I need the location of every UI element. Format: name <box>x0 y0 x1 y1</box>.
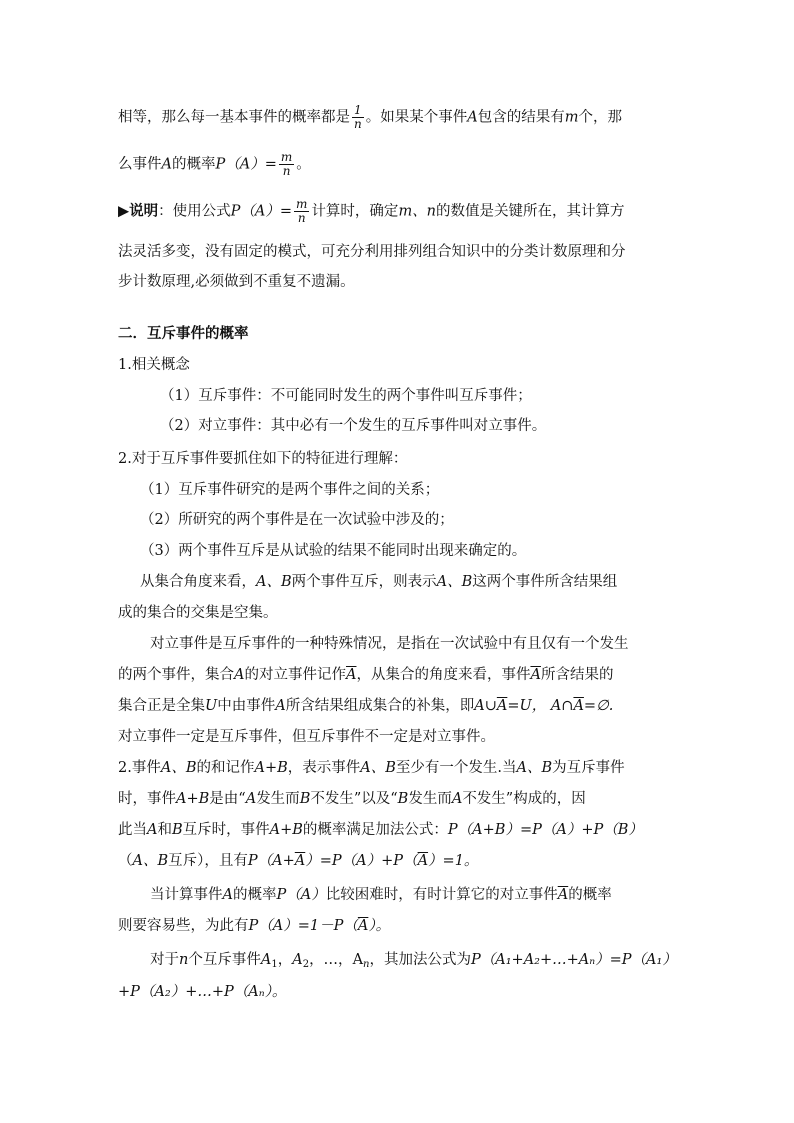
formula-n-addition: +P（A₂）+…+P（Aₙ）。 <box>118 984 287 1000</box>
text: ， <box>277 952 293 968</box>
var-a-b: A、B <box>360 760 396 776</box>
note-line-2: 法灵活多变，没有固定的模式，可充分利用排列组合知识中的分类计数原理和分 <box>118 244 626 260</box>
text: 发生而 <box>256 791 300 807</box>
var-b: B <box>299 791 311 807</box>
text: 所含结果的 <box>540 667 614 683</box>
para-line <box>118 665 613 685</box>
text: 至少有一个发生.当 <box>395 760 517 776</box>
var-a-complement: $\overline{A}$ <box>417 853 429 869</box>
note-line-1 <box>118 198 625 225</box>
formula-union: A∪ <box>474 698 497 714</box>
text: 。如果某个事件 <box>365 109 468 126</box>
text: ，表示事件 <box>287 760 361 776</box>
text: 不发生”以及“ <box>310 791 398 807</box>
para-line <box>150 885 612 905</box>
var-a-complement: $\overline{A}$ <box>557 887 569 903</box>
list-item: （2）所研究的两个事件是在一次试验中涉及的； <box>140 512 454 528</box>
formula-complement-sum: ）=P（A）+P（ <box>305 853 418 869</box>
text: 的概率满足加法公式： <box>302 822 448 838</box>
formula-complement: ）。 <box>368 918 391 934</box>
list-item: （2）对立事件：其中必有一个发生的互斥事件叫对立事件。 <box>160 418 547 434</box>
para-line <box>118 820 643 840</box>
var-a2: A <box>292 952 303 968</box>
fraction-m-over-n <box>279 151 294 178</box>
formula-complement-sum: ）=1。 <box>428 853 479 869</box>
text: 两个事件互斥，则表示 <box>291 574 437 590</box>
text: （ <box>118 853 133 869</box>
text: ：使用公式 <box>158 203 231 220</box>
var-a-complement: $\overline{A}$ <box>573 698 584 714</box>
text: ，从集合的角度来看，事件 <box>356 667 531 683</box>
text: 当计算事件 <box>150 887 223 903</box>
formula-addition: P（A+B）=P（A）+P（B） <box>447 822 643 838</box>
text: 包含的结果有 <box>477 109 565 126</box>
formula-n-addition: P（A₁+A₂+…+Aₙ）=P（A₁） <box>471 952 677 968</box>
text: 比较困难时，有时计算它的对立事件 <box>325 887 558 903</box>
note-label: ▶说明 <box>118 202 159 220</box>
fraction-m-over-n <box>294 198 309 225</box>
list-title-2: 2.对于互斥事件要抓住如下的特征进行理解： <box>118 451 408 467</box>
para-line: 成的集合的交集是空集。 <box>118 605 278 621</box>
formula-p-a: P（A）= <box>215 156 277 173</box>
fraction-1-over-n <box>352 104 364 131</box>
formula-complement: P（A）=1－P（ <box>248 918 358 934</box>
para-line <box>118 982 286 1002</box>
text: 时，事件 <box>118 791 176 807</box>
fraction-numerator: 1 <box>354 103 362 117</box>
fraction-numerator: m <box>296 197 308 211</box>
fraction-denominator: n <box>297 211 306 225</box>
text: 不发生”构成的，因 <box>462 791 586 807</box>
text: 的和记作 <box>196 760 255 776</box>
text: 个互斥事件 <box>188 952 261 968</box>
para-line <box>118 851 478 871</box>
var-a-plus-b: A+B <box>254 760 288 776</box>
fraction-denominator: n <box>354 117 362 131</box>
var-a-b: A、B <box>160 760 197 776</box>
var-a: A <box>234 667 245 683</box>
para-line <box>140 572 617 592</box>
var-a-b: A、B <box>132 853 169 869</box>
list-item: （1）互斥事件研究的是两个事件之间的关系； <box>140 482 440 498</box>
var-a1: A <box>260 952 272 968</box>
var-a-complement: $\overline{A}$ <box>530 667 541 683</box>
var-a: A <box>161 156 172 173</box>
section-heading: 二．互斥事件的概率 <box>118 325 249 342</box>
formula-complement-sum: P（A+ <box>247 853 295 869</box>
para-line <box>118 916 390 936</box>
text: 和 <box>157 822 172 838</box>
text: 此当 <box>118 822 147 838</box>
para-line-1 <box>118 104 622 131</box>
text: 互斥时，事件 <box>182 822 270 838</box>
var-a-complement: $\overline{A}$ <box>294 853 306 869</box>
list-item: （1）互斥事件：不可能同时发生的两个事件叫互斥事件； <box>160 388 532 404</box>
var-an: A <box>352 952 364 968</box>
subscript: 2 <box>302 959 310 970</box>
formula-p-a: P（A）= <box>230 203 293 220</box>
para-line: 对立事件是互斥事件的一种特殊情况，是指在一次试验中有且仅有一个发生 <box>150 636 629 652</box>
subscript: n <box>363 959 370 970</box>
text: 的数值是关键所在，其计算方 <box>436 203 625 220</box>
text: 的概率 <box>568 887 612 903</box>
var-b: B <box>171 822 183 838</box>
subscript: 1 <box>271 959 278 970</box>
text: 的两个事件，集合 <box>118 667 234 683</box>
formula-union: =U， <box>507 698 547 714</box>
var-n: n <box>179 952 189 968</box>
var-a-complement: $\overline{A}$ <box>357 918 369 934</box>
var-m-n: m、n <box>398 203 437 220</box>
text: 的概率 <box>232 887 277 903</box>
para-line <box>118 758 625 778</box>
var-b: B <box>397 791 409 807</box>
var-a: A <box>147 822 158 838</box>
text: 则要容易些，为此有 <box>118 918 249 934</box>
text: 相等，那么每一基本事件的概率都是 <box>118 109 350 126</box>
var-a-complement: $\overline{A}$ <box>345 667 357 683</box>
var-a-plus-b: A+B <box>269 822 303 838</box>
text: 2.事件 <box>118 760 161 776</box>
var-a-plus-b: A+B <box>176 791 210 807</box>
text: 么事件 <box>118 156 162 173</box>
var-a: A <box>222 887 233 903</box>
text: 从集合角度来看， <box>140 574 256 590</box>
formula-intersection: A∩ <box>550 698 574 714</box>
formula-intersection: =∅. <box>583 698 614 714</box>
text: 所含结果组成集合的补集，即 <box>285 698 475 714</box>
text: 集合正是全集 <box>118 698 205 714</box>
para-line: 对立事件一定是互斥事件，但互斥事件不一定是对立事件。 <box>118 729 495 745</box>
text: 中由事件 <box>217 698 276 714</box>
var-a-b: A、B <box>256 574 292 590</box>
var-a: A <box>245 791 257 807</box>
text: 发生而 <box>408 791 452 807</box>
text: ，其加法公式为 <box>369 952 471 968</box>
text: ，…， <box>309 952 353 968</box>
list-title-1: 1.相关概念 <box>118 357 190 373</box>
text: 的概率 <box>171 156 216 173</box>
text: 互斥），且有 <box>168 853 248 869</box>
var-a: A <box>451 791 463 807</box>
var-u: U <box>205 698 218 714</box>
list-item: （3）两个事件互斥是从试验的结果不能同时出现来确定的。 <box>140 543 527 559</box>
var-a-complement: $\overline{A}$ <box>496 698 508 714</box>
text: 的对立事件记作 <box>244 667 346 683</box>
para-line <box>150 950 677 975</box>
para-line-2 <box>118 151 311 178</box>
var-a: A <box>275 698 286 714</box>
para-line <box>118 789 586 809</box>
var-a: A <box>467 109 478 126</box>
formula-p-a: P（A） <box>276 887 326 903</box>
text: 这两个事件所含结果组 <box>472 574 618 590</box>
text: 为互斥事件 <box>552 760 625 776</box>
para-line <box>118 696 613 716</box>
var-a-b: A、B <box>516 760 553 776</box>
fraction-denominator: n <box>282 164 291 178</box>
text: 计算时，确定 <box>311 203 399 220</box>
fraction-numerator: m <box>280 150 293 164</box>
var-a-b: A、B <box>436 574 473 590</box>
var-m: m <box>564 109 579 126</box>
text: 对于 <box>150 952 179 968</box>
text: 。 <box>296 156 311 173</box>
note-line-3: 步计数原理,必须做到不重复不遗漏。 <box>118 274 355 290</box>
text: 个，那 <box>578 109 622 126</box>
text: 是由“ <box>209 791 246 807</box>
